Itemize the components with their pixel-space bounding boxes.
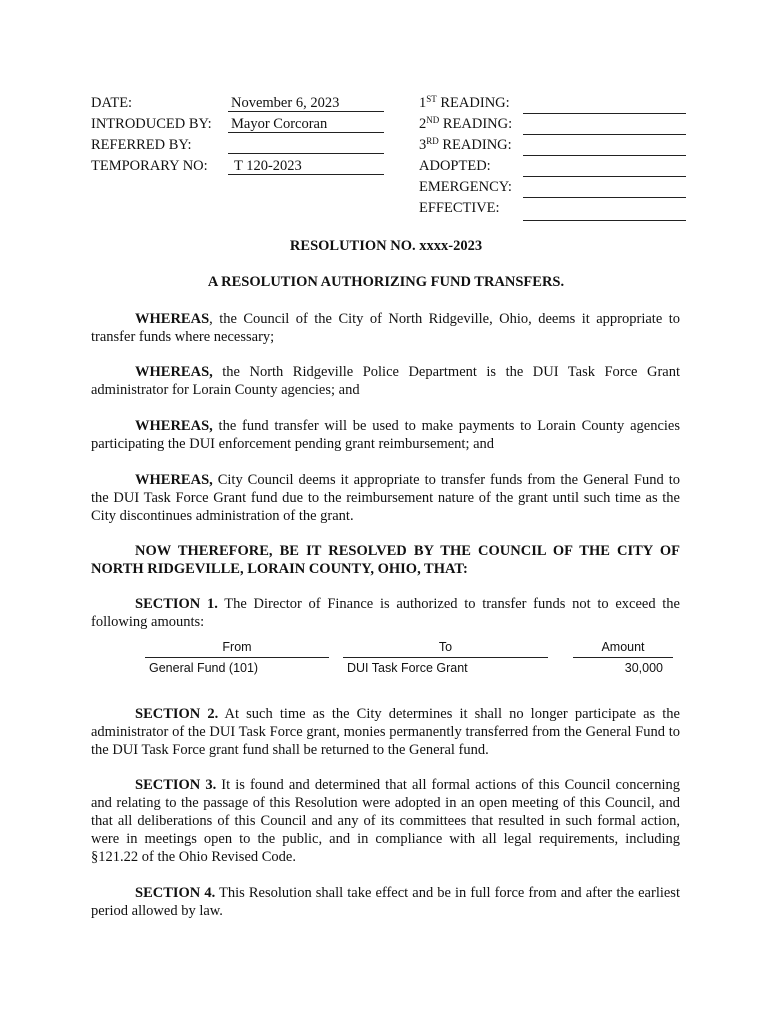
resolved-clause: NOW THEREFORE, BE IT RESOLVED BY THE COUNCIL OF THE CITY OF NORTH RIDGEVILLE, LORAIN COUNTY, OHIO, THAT: — [91, 543, 680, 577]
introduced-by-field[interactable]: Mayor Corcoran — [228, 116, 384, 133]
date-label: DATE: — [91, 95, 133, 111]
table-cell-to: DUI Task Force Grant — [347, 661, 468, 675]
introduced-by-label: INTRODUCED BY: — [91, 116, 212, 132]
emergency-label: EMERGENCY: — [419, 179, 512, 195]
section-3: SECTION 3. It is found and determined that all formal actions of this Council concerning and relating to the passage of this Resolution were adopted in an open meeting of this Council, and that all deliberations of this Council and any of its committees that resulted in such formal action, were in meetings open to the public, and in compliance with all legal requirements, including §121.22 of the Ohio Revised Code. — [91, 777, 680, 865]
emergency-field[interactable] — [523, 181, 686, 198]
effective-field[interactable] — [523, 204, 686, 221]
third-reading-field[interactable] — [523, 139, 686, 156]
whereas-clause: WHEREAS, the fund transfer will be used to make payments to Lorain County agencies participating the DUI enforcement pending grant reimbursement; and — [91, 418, 680, 452]
resolution-number: RESOLUTION NO. xxxx-2023 — [289, 238, 483, 254]
referred-by-field[interactable] — [228, 137, 384, 154]
whereas-clause: WHEREAS, City Council deems it appropriate to transfer funds from the General Fund to the DUI Task Force Grant fund due to the reimbursement nature of the grant until such time as the City discontinues administration of the grant. — [91, 472, 680, 524]
second-reading-label: 2ND READING: — [419, 115, 513, 132]
second-reading-field[interactable] — [523, 118, 686, 135]
adopted-label: ADOPTED: — [419, 158, 491, 174]
adopted-field[interactable] — [523, 160, 686, 177]
table-header-to: To — [343, 639, 548, 658]
section-4: SECTION 4. This Resolution shall take effect and be in full force from and after the earliest period allowed by law. — [91, 885, 680, 919]
section-1: SECTION 1. The Director of Finance is authorized to transfer funds not to exceed the following amounts: — [91, 596, 680, 630]
section-2: SECTION 2. At such time as the City determines it shall no longer participate as the administrator of the DUI Task Force grant, monies permanently transferred from the General Fund to the DUI Task Force grant fund shall be returned to the General fund. — [91, 706, 680, 758]
temporary-no-field[interactable]: T 120-2023 — [228, 158, 384, 175]
table-header-from: From — [145, 639, 329, 658]
table-cell-amount: 30,000 — [624, 661, 663, 675]
temporary-no-label: TEMPORARY NO: — [91, 158, 208, 174]
first-reading-field[interactable] — [523, 97, 686, 114]
whereas-clause: WHEREAS, the North Ridgeville Police Department is the DUI Task Force Grant administrator for Lorain County agencies; and — [91, 364, 680, 398]
table-cell-from: General Fund (101) — [149, 661, 259, 675]
whereas-clause: WHEREAS, the Council of the City of North Ridgeville, Ohio, deems it appropriate to transfer funds where necessary; — [91, 311, 680, 345]
resolution-heading: A RESOLUTION AUTHORIZING FUND TRANSFERS. — [207, 274, 565, 290]
third-reading-label: 3RD READING: — [419, 136, 512, 153]
table-header-amount: Amount — [573, 639, 673, 658]
first-reading-label: 1ST READING: — [419, 94, 510, 111]
date-field[interactable]: November 6, 2023 — [228, 95, 384, 112]
referred-by-label: REFERRED BY: — [91, 137, 192, 153]
effective-label: EFFECTIVE: — [419, 200, 500, 216]
